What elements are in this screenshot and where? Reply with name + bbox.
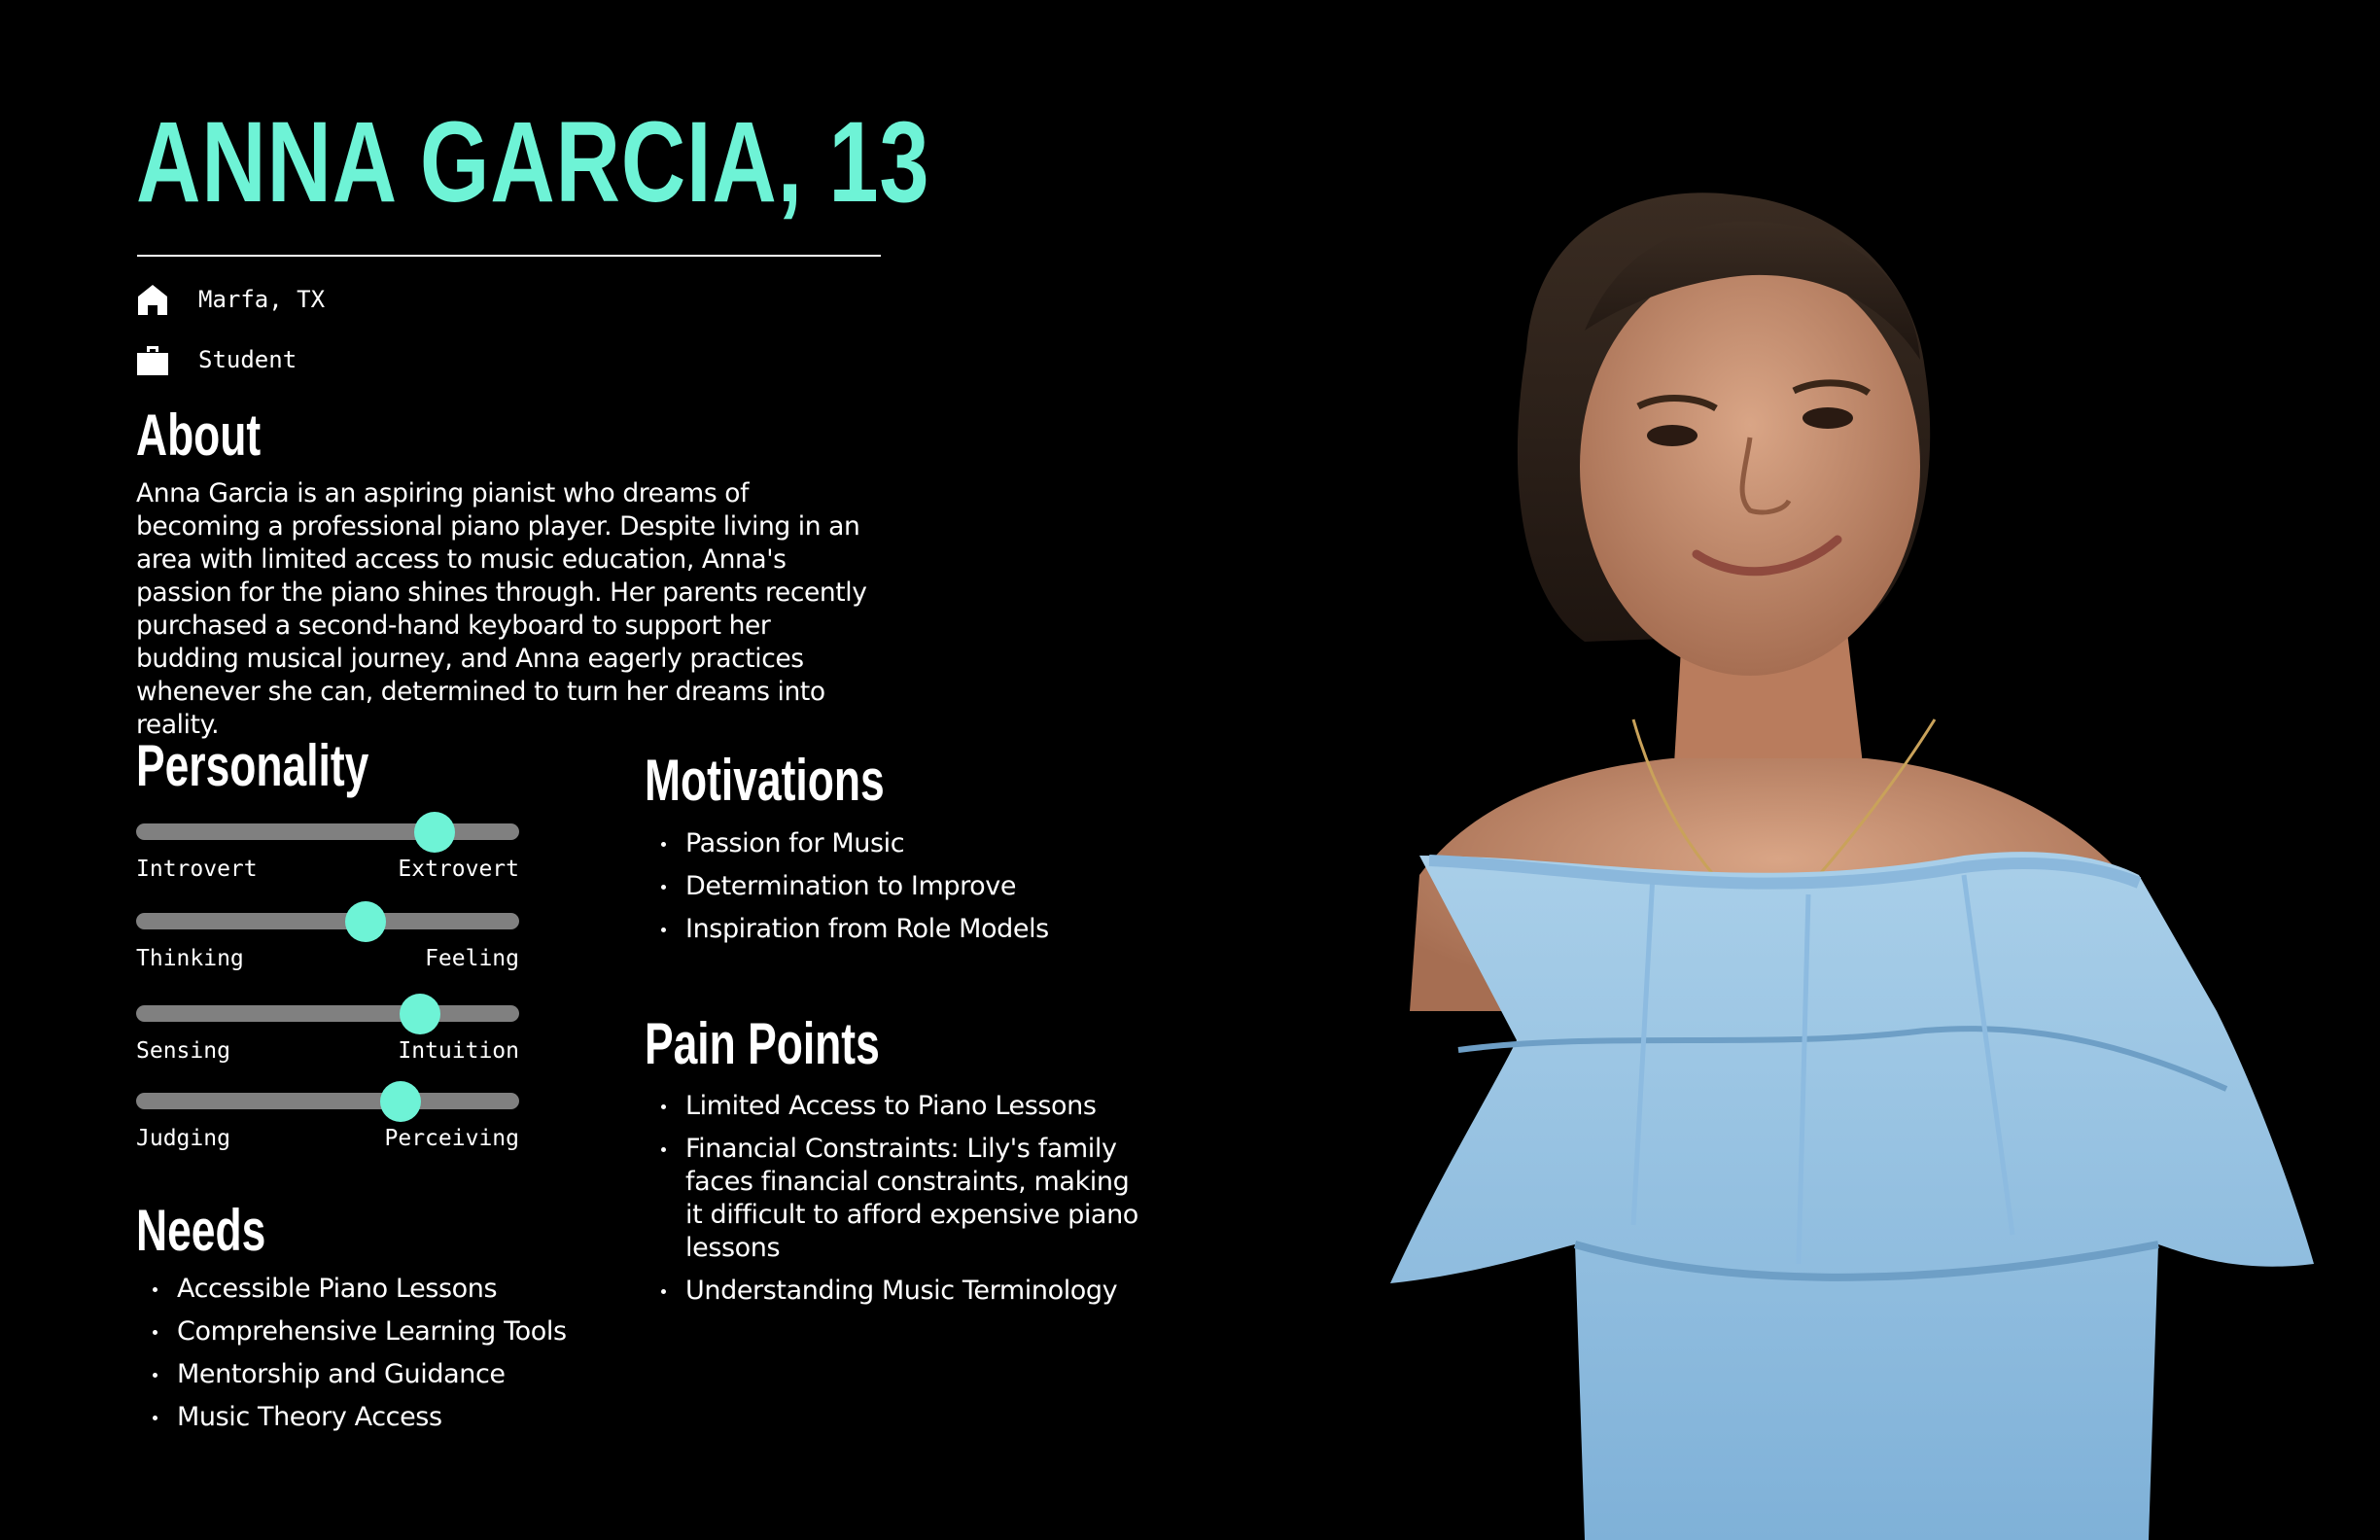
list-item-text: Mentorship and Guidance <box>177 1359 506 1389</box>
list-item <box>645 870 1189 903</box>
bullet-dot <box>153 1330 158 1335</box>
pain-points-list <box>645 1090 1150 1317</box>
bullet-dot <box>661 1104 666 1109</box>
slider-right-label: Extrovert <box>398 857 519 882</box>
briefcase-icon <box>136 343 169 376</box>
slider-track <box>136 823 519 840</box>
slider-introvert-extrovert[interactable] <box>136 823 519 892</box>
list-item <box>136 1273 622 1306</box>
list-item <box>136 1401 622 1434</box>
slider-left-label: Judging <box>136 1126 230 1151</box>
list-item <box>645 913 1189 946</box>
list-item-text: Inspiration from Role Models <box>685 914 1049 944</box>
slider-right-label: Intuition <box>398 1038 519 1064</box>
slider-left-label: Sensing <box>136 1038 230 1064</box>
motivations-list <box>645 827 1189 956</box>
bullet-dot <box>661 928 666 932</box>
list-item <box>645 1133 1150 1265</box>
bullet-dot <box>661 885 666 890</box>
list-item-text: Determination to Improve <box>685 871 1017 901</box>
list-item-text: Accessible Piano Lessons <box>177 1274 498 1304</box>
bullet-dot <box>153 1287 158 1292</box>
list-item-text: Comprehensive Learning Tools <box>177 1316 567 1347</box>
list-item <box>136 1358 622 1391</box>
slider-knob[interactable] <box>414 812 455 853</box>
slider-track <box>136 1005 519 1022</box>
list-item-text: Music Theory Access <box>177 1402 442 1432</box>
list-item <box>136 1315 622 1348</box>
about-heading: About <box>136 402 262 468</box>
bullet-dot <box>661 1289 666 1294</box>
list-item <box>645 1090 1150 1123</box>
list-item <box>645 1275 1150 1308</box>
list-item-text: Financial Constraints: Lily's family faces financial constraints, making it difficult to afford expensive piano lessons <box>685 1134 1138 1263</box>
persona-name-title: ANNA GARCIA, 13 <box>136 98 930 227</box>
pain-points-heading: Pain Points <box>645 1011 880 1076</box>
list-item-text: Understanding Music Terminology <box>685 1276 1118 1306</box>
list-item-text: Passion for Music <box>685 828 905 858</box>
slider-knob[interactable] <box>400 994 440 1034</box>
slider-right-label: Feeling <box>425 946 519 971</box>
slider-left-label: Introvert <box>136 857 258 882</box>
occupation-row <box>136 340 297 379</box>
slider-track <box>136 913 519 929</box>
location-label: Marfa, TX <box>198 286 326 313</box>
list-item <box>645 827 1189 860</box>
slider-right-label: Perceiving <box>384 1126 519 1151</box>
persona-photo <box>1167 175 2380 1540</box>
slider-thinking-feeling[interactable] <box>136 913 519 981</box>
bullet-dot <box>153 1373 158 1378</box>
slider-track <box>136 1093 519 1109</box>
location-row <box>136 280 325 319</box>
slider-left-label: Thinking <box>136 946 244 971</box>
needs-list <box>136 1273 622 1444</box>
slider-knob[interactable] <box>345 901 386 942</box>
list-item-text: Limited Access to Piano Lessons <box>685 1091 1097 1121</box>
bullet-dot <box>661 1147 666 1152</box>
title-divider <box>137 255 881 257</box>
personality-heading: Personality <box>136 733 369 798</box>
occupation-label: Student <box>198 346 298 373</box>
motivations-heading: Motivations <box>645 748 885 813</box>
home-icon <box>136 283 169 316</box>
slider-sensing-intuition[interactable] <box>136 1005 519 1073</box>
bullet-dot <box>661 842 666 847</box>
about-text: Anna Garcia is an aspiring pianist who dreams of becoming a professional piano player. Despite living in an area with limited access to music education, Anna's passion for the piano shines through. Her parents recently purchased a second-hand keyboard to support her budding musical journey, and Anna eagerly practices whenever she can, determined to turn her dreams into reality. <box>136 478 867 740</box>
bullet-dot <box>153 1416 158 1420</box>
slider-knob[interactable] <box>380 1081 421 1122</box>
needs-heading: Needs <box>136 1198 266 1263</box>
slider-judging-perceiving[interactable] <box>136 1093 519 1161</box>
